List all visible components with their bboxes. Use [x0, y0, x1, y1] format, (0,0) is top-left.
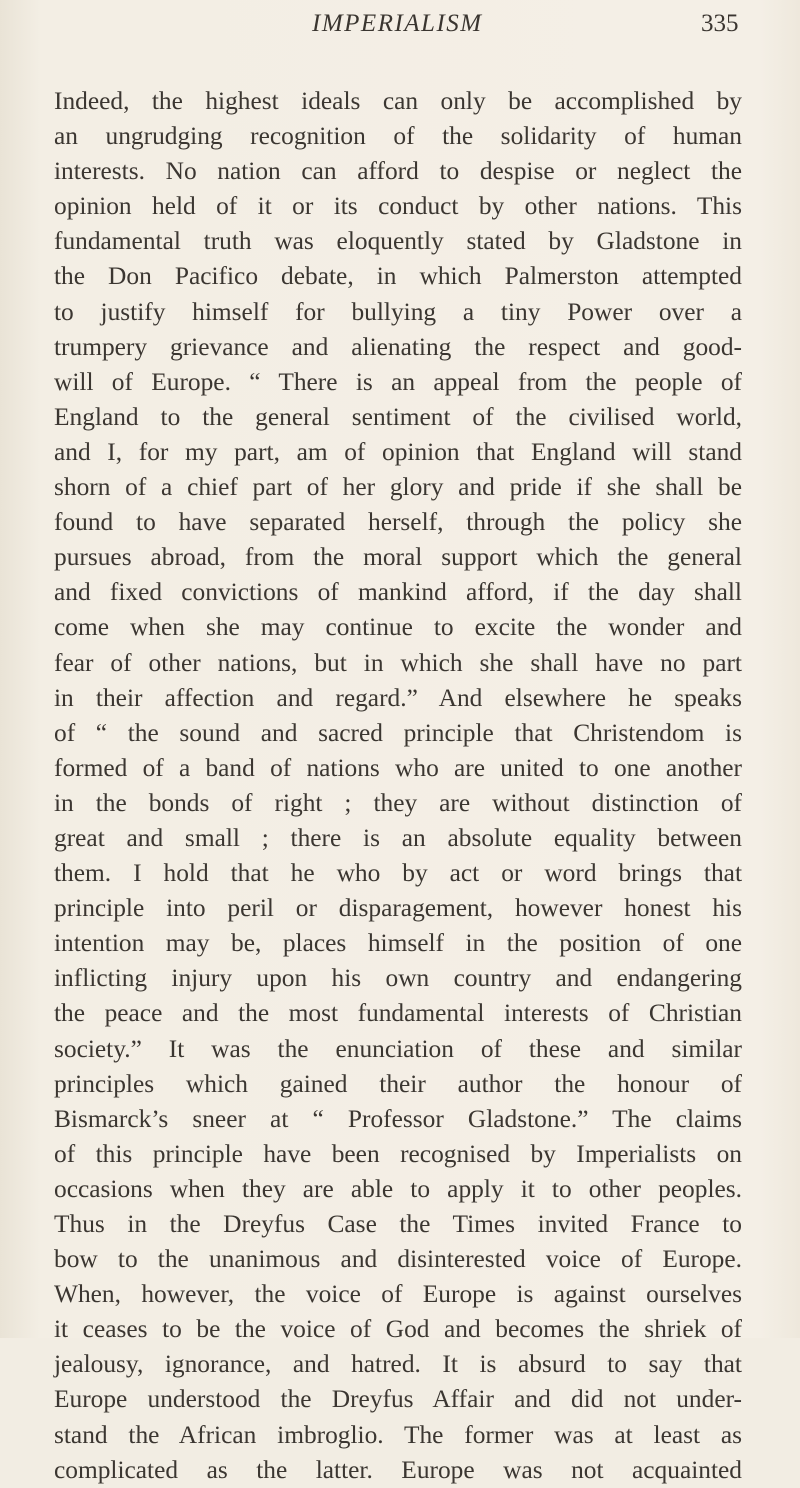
text-line: Indeed, the highest ideals can only be accomplished by [54, 87, 742, 115]
running-title: IMPERIALISM [312, 10, 483, 37]
page-number: 335 [701, 10, 739, 37]
text-line: opinion held of it or its conduct by other nations. This [54, 192, 742, 221]
text-line: England to the general sentiment of the civilised world, [54, 402, 742, 431]
text-line: of “ the sound and sacred principle that Christendom is [54, 718, 742, 747]
text-line: trumpery grievance and alienating the respect and good- [54, 332, 742, 361]
text-line: Europe understood the Dreyfus Affair and did not under- [54, 1385, 742, 1414]
running-head [0, 4, 800, 44]
text-line: principles which gained their author the honour of [54, 1069, 742, 1098]
text-line: the peace and the most fundamental interests of Christian [54, 999, 742, 1028]
text-line: of this principle have been recognised by Imperialists on [54, 1139, 742, 1168]
text-line: fundamental truth was eloquently stated by Gladstone in [54, 227, 742, 256]
text-line: stand the African imbroglio. The former was at least as [54, 1420, 742, 1449]
text-line: and I, for my part, am of opinion that England will stand [54, 437, 742, 466]
text-line: interests. No nation can afford to despise or neglect the [54, 157, 742, 186]
text-line: Thus in the Dreyfus Case the Times invited France to [54, 1210, 742, 1238]
text-line: complicated as the latter. Europe was not acquainted [54, 1455, 742, 1484]
text-line: will of Europe. “ There is an appeal from the people of [54, 367, 742, 396]
text-line: fear of other nations, but in which she shall have no part [54, 648, 742, 677]
text-line: Bismarck’s sneer at “ Professor Gladstone.” The claims [54, 1104, 742, 1133]
text-line: jealousy, ignorance, and hatred. It is absurd to say that [54, 1350, 742, 1379]
text-line: an ungrudging recognition of the solidarity of human [54, 122, 742, 151]
text-line: come when she may continue to excite the wonder and [54, 613, 742, 642]
text-line: to justify himself for bullying a tiny Power over a [54, 297, 742, 326]
text-line: pursues abroad, from the moral support which the general [54, 543, 742, 572]
text-line: great and small ; there is an absolute equality between [54, 823, 742, 852]
text-line: society.” It was the enunciation of these and similar [54, 1034, 742, 1063]
text-line: it ceases to be the voice of God and becomes the shriek of [54, 1315, 742, 1344]
text-line: principle into peril or disparagement, however honest his [54, 894, 742, 923]
text-line: shorn of a chief part of her glory and pride if she shall be [54, 473, 742, 502]
text-line: them. I hold that he who by act or word brings that [54, 859, 742, 888]
text-line: When, however, the voice of Europe is against ourselves [54, 1280, 742, 1309]
text-line: inflicting injury upon his own country and endangering [54, 964, 742, 993]
text-line: bow to the unanimous and disinterested voice of Europe. [54, 1245, 742, 1274]
text-line: occasions when they are able to apply it to other peoples. [54, 1174, 742, 1203]
text-line: formed of a band of nations who are united to one another [54, 753, 742, 782]
text-line: in the bonds of right ; they are without distinction of [54, 788, 742, 817]
text-line: the Don Pacifico debate, in which Palmerston attempted [54, 262, 742, 291]
body-text [54, 84, 742, 1488]
text-line: and fixed convictions of mankind afford, if the day shall [54, 578, 742, 607]
text-line: found to have separated herself, through the policy she [54, 508, 742, 537]
text-line: in their affection and regard.” And elsewhere he speaks [54, 683, 742, 712]
text-line: intention may be, places himself in the position of one [54, 929, 742, 958]
